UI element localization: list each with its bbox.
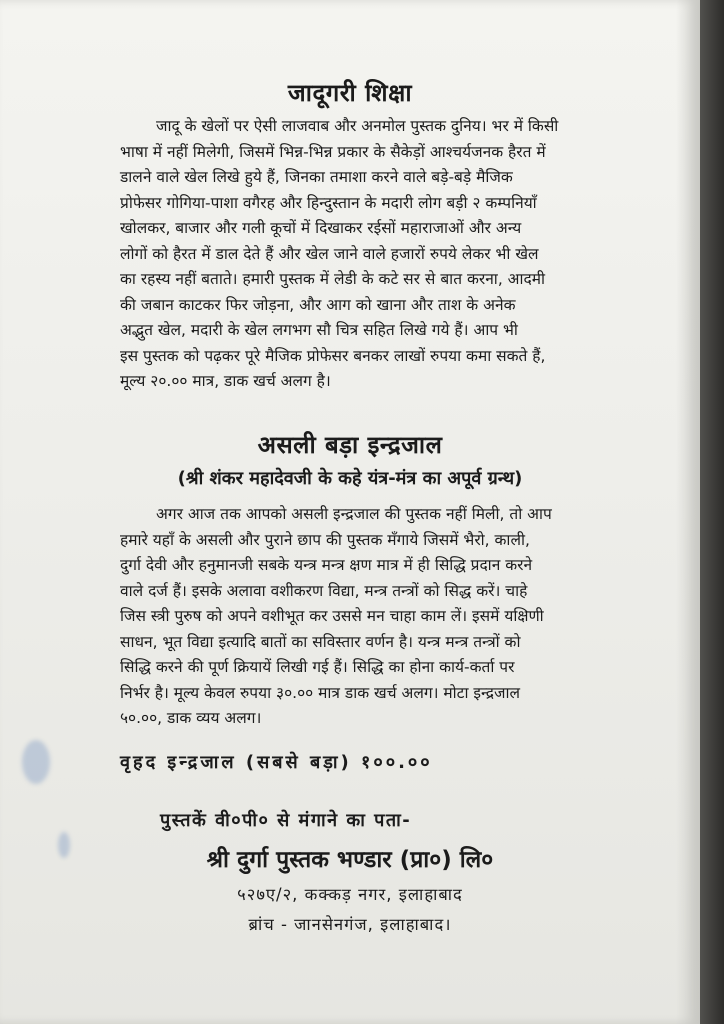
text-line: जिस स्त्री पुरुष को अपने वशीभूत कर उससे मन चाहा काम लें। इसमें यक्षिणी bbox=[120, 607, 544, 625]
text-line: निर्भर है। मूल्य केवल रुपया ३०.०० मात्र डाक खर्च अलग। मोटा इन्द्रजाल bbox=[120, 683, 521, 702]
text-line: साधन, भूत विद्या इत्यादि बातों का सविस्तार वर्णन है। यन्त्र मन्त्र तन्त्रों को bbox=[120, 632, 521, 651]
text-line: प्रोफेसर गोगिया-पाशा वगैरह और हिन्दुस्तान के मदारी लोग बड़ी २ कम्पनियाँ bbox=[120, 193, 537, 212]
text-line: हमारे यहाँ के असली और पुराने छाप की पुस्तक मँगाये जिसमें भैरो, काली, bbox=[120, 530, 530, 549]
text-line: का रहस्य नहीं बताते। हमारी पुस्तक में लेडी के कटे सर से बात करना, आदमी bbox=[120, 270, 546, 288]
jadugari-description bbox=[120, 114, 640, 395]
order-heading: पुस्तकें वी०पी० से मंगाने का पता- bbox=[160, 810, 412, 831]
text-line: खोलकर, बाजार और गली कूचों में दिखाकर रईसों महाराजाओं और अन्य bbox=[120, 219, 522, 237]
text-line: लोगों को हैरत में डाल देते हैं और खेल जाने वाले हजारों रुपये लेकर भी खेल bbox=[120, 244, 539, 263]
text-line: जादू के खेलों पर ऐसी लाजवाब और अनमोल पुस्तक दुनिय। भर में किसी bbox=[156, 117, 559, 135]
text-line: दुर्गा देवी और हनुमानजी सबके यन्त्र मन्त्र क्षण मात्र में ही सिद्धि प्रदान करने bbox=[120, 556, 533, 574]
ink-stain bbox=[22, 740, 50, 784]
text-line: इस पुस्तक को पढ़कर पूरे मैजिक प्रोफेसर बनकर लाखों रुपया कमा सकते हैं, bbox=[120, 346, 546, 365]
text-line: की जबान काटकर फिर जोड़ना, और आग को खाना और ताश के अनेक bbox=[120, 295, 516, 314]
text-line: मूल्य २०.०० मात्र, डाक खर्च अलग है। bbox=[120, 372, 331, 390]
text-line: अगर आज तक आपको असली इन्द्रजाल की पुस्तक नहीं मिली, तो आप bbox=[156, 505, 552, 523]
text-line: अद्भुत खेल, मदारी के खेल लगभग सौ चित्र सहित लिखे गये हैं। आप भी bbox=[120, 321, 518, 339]
publisher-branch: ब्रांच - जानसेनगंज, इलाहाबाद। bbox=[248, 915, 452, 934]
publisher-address: ५२७ए/२, कक्कड़ नगर, इलाहाबाद bbox=[237, 885, 463, 904]
section-title-jadugari: जादूगरी शिक्षा bbox=[287, 79, 413, 107]
text-line: डालने वाले खेल लिखे हुये हैं, जिनका तमाशा करने वाले बड़े-बड़े मैजिक bbox=[120, 168, 513, 186]
text-line: भाषा में नहीं मिलेगी, जिसमें भिन्न-भिन्न प्रकार के सैकेड़ों आश्चर्यजनक हैरत में bbox=[120, 142, 546, 161]
indrajal-description bbox=[120, 502, 640, 732]
text-line: ५०.००, डाक व्यय अलग। bbox=[120, 709, 262, 727]
text-line: सिद्धि करने की पूर्ण क्रियायें लिखी गई हैं। सिद्धि का होना कार्य-कर्ता पर bbox=[120, 658, 515, 676]
price-line-vrihad-indrajal: वृहद इन्द्रजाल (सबसे बड़ा) १००.०० bbox=[120, 752, 433, 773]
section-title-indrajal: असली बड़ा इन्द्रजाल bbox=[257, 431, 443, 459]
publisher-name: श्री दुर्गा पुस्तक भण्डार (प्रा०) लि० bbox=[206, 847, 494, 873]
text-line: वाले दर्ज हैं। इसके अलावा वशीकरण विद्या, मन्त्र तन्त्रों को सिद्ध करें। चाहे bbox=[120, 581, 528, 600]
section-subtitle-indrajal: (श्री शंकर महादेवजी के कहे यंत्र-मंत्र का अपूर्व ग्रन्थ) bbox=[177, 468, 523, 489]
